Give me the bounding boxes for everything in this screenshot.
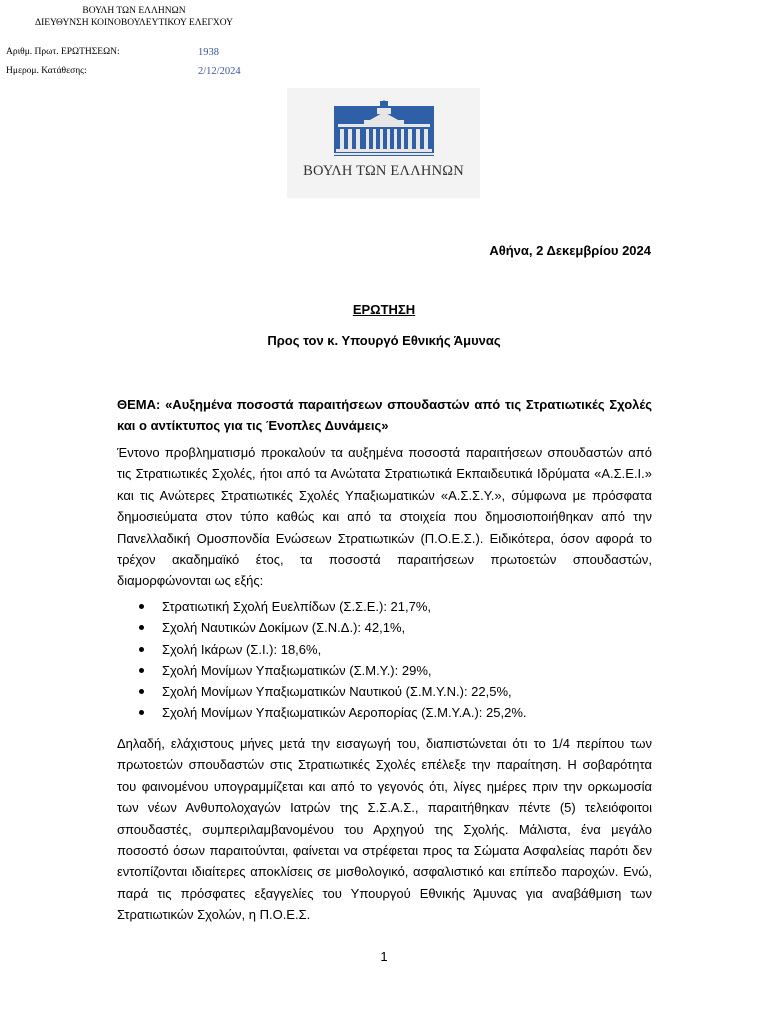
list-item-text: Σχολή Μονίμων Υπαξιωματικών (Σ.Μ.Υ.): 29%, bbox=[162, 662, 432, 678]
list-item-text: Σχολή Μονίμων Υπαξιωματικών Αεροπορίας (Σ.Μ.Υ.Α.): 25,2%. bbox=[162, 705, 527, 721]
list-item-text: Σχολή Ναυτικών Δοκίμων (Σ.Ν.Δ.): 42,1%, bbox=[162, 620, 406, 636]
filing-date-value: 2/12/2024 bbox=[198, 66, 241, 77]
protocol-number-label: Αριθμ. Πρωτ. ΕΡΩΤΗΣΕΩΝ: bbox=[6, 47, 120, 57]
list-item bbox=[117, 639, 652, 660]
bullet-icon bbox=[139, 668, 144, 673]
document-title: ΕΡΩΤΗΣΗ bbox=[352, 302, 416, 317]
logo-text: ΒΟΥΛΗ ΤΩΝ ΕΛΛΗΝΩΝ bbox=[303, 163, 464, 179]
letter-date: Αθήνα, 2 Δεκεμβρίου 2024 bbox=[489, 243, 651, 258]
parliament-building-icon bbox=[334, 100, 434, 160]
dropout-rates-list bbox=[117, 596, 652, 724]
list-item-text: Σχολή Μονίμων Υπαξιωματικών Ναυτικού (Σ.Μ.Υ.Ν.): 22,5%, bbox=[162, 684, 512, 700]
bullet-icon bbox=[139, 647, 144, 652]
org-department: ΔΙΕΥΘΥΝΣΗ ΚΟΙΝΟΒΟΥΛΕΥΤΙΚΟΥ ΕΛΕΓΧΟΥ bbox=[34, 18, 234, 28]
list-item bbox=[117, 681, 652, 702]
bullet-icon bbox=[139, 689, 144, 694]
parliament-logo bbox=[287, 88, 480, 198]
issuing-authority bbox=[0, 5, 268, 29]
list-item bbox=[117, 596, 652, 617]
subject-line: ΘΕΜΑ: «Αυξημένα ποσοστά παραιτήσεων σπουδαστών από τις Στρατιωτικές Σχολές και ο αντίκτυπος για τις Ένοπλες Δυνάμεις» bbox=[117, 397, 652, 433]
body-paragraph-1: Έντονο προβληματισμό προκαλούν τα αυξημένα ποσοστά παραιτήσεων σπουδαστών από τις Στρατιωτικές Σχολές, ήτοι από τα Ανώτατα Στρατιωτικά Εκπαιδευτικά Ιδρύματα «Α.Σ.Ε.Ι.» και τις Ανώτερες Στρατιωτικές Σχολές Υπαξιωματικών «Α.Σ.Σ.Υ.», σύμφωνα με πρόσφατα δημοσιεύματα στον τύπο καθώς και από τα στοιχεία που δημοσιοποιήθηκαν από την Πανελλαδική Ομοσπονδία Ενώσεων Στρατιωτικών (Π.Ο.Ε.Σ.). Ειδικότερα, όσον αφορά το τρέχον ακαδημαϊκό έτος, τα ποσοστά παραιτήσεων πρωτοετών σπουδαστών, διαμορφώνονται ως εξής: bbox=[117, 445, 652, 589]
list-item-text: Σχολή Ικάρων (Σ.Ι.): 18,6%, bbox=[162, 641, 322, 657]
page-number: 1 bbox=[380, 949, 388, 964]
bullet-icon bbox=[139, 710, 144, 715]
recipient-line: Προς τον κ. Υπουργό Εθνικής Άμυνας bbox=[267, 333, 501, 348]
bullet-icon bbox=[139, 625, 144, 630]
list-item bbox=[117, 660, 652, 681]
bullet-icon bbox=[139, 604, 144, 609]
list-item bbox=[117, 617, 652, 638]
filing-date-label: Ημερομ. Κατάθεσης: bbox=[6, 66, 87, 76]
protocol-number-value: 1938 bbox=[198, 47, 219, 58]
org-name: ΒΟΥΛΗ ΤΩΝ ΕΛΛΗΝΩΝ bbox=[82, 6, 186, 16]
body-paragraph-2: Δηλαδή, ελάχιστους μήνες μετά την εισαγωγή του, διαπιστώνεται ότι το 1/4 περίπου των πρωτοετών σπουδαστών στις Στρατιωτικές Σχολές επέλεξε την παραίτηση. Η σοβαρότητα του φαινομένου υπογραμμίζεται και από το γεγονός ότι, λίγες ημέρες πριν την ορκωμοσία των νέων Ανθυπολοχαγών Ιατρών της Σ.Σ.Α.Σ., παραιτήθηκαν πέντε (5) τελειόφοιτοι σπουδαστές, συμπεριλαμβανομένου του Αρχηγού της Σχολής. Μάλιστα, ένα μεγάλο ποσοστό όσων παραιτούνται, φαίνεται να στρέφεται προς τα Σώματα Ασφαλείας παρότι δεν εντοπίζονται ιδιαίτερες αποκλίσεις σε μισθολογικό, ασφαλιστικό και επίπεδο παροχών. Ενώ, παρά τις πρόσφατες εξαγγελίες του Υπουργού Εθνικής Άμυνας για αναβάθμιση των Στρατιωτικών Σχολών, η Π.Ο.Ε.Σ. bbox=[117, 736, 652, 923]
list-item-text: Στρατιωτική Σχολή Ευελπίδων (Σ.Σ.Ε.): 21,7%, bbox=[162, 599, 432, 614]
list-item bbox=[117, 702, 652, 723]
